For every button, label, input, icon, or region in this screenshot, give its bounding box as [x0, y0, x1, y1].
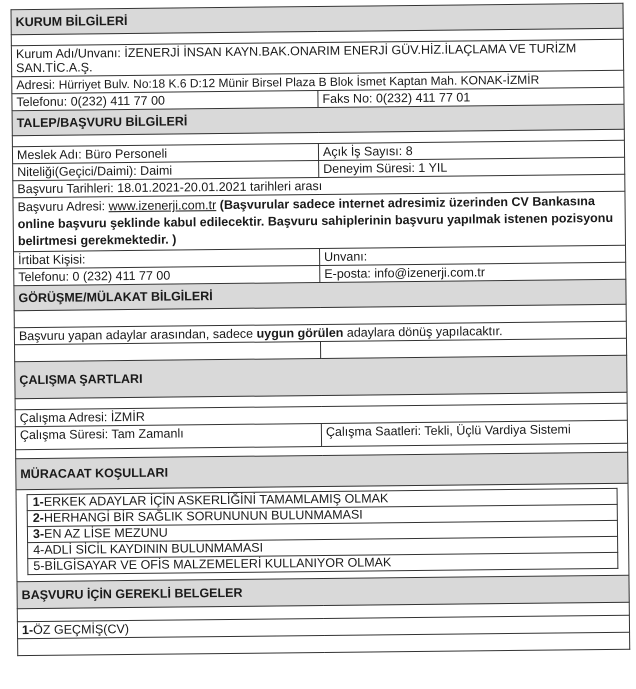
- telefon-label: Telefonu:: [18, 269, 70, 285]
- unvan-label: Unvanı:: [324, 249, 368, 264]
- kurum-fax-value: 0(232) 411 77 01: [375, 90, 471, 106]
- telefon-value: 0 (232) 411 77 00: [72, 268, 171, 284]
- item-number: 3-: [32, 526, 45, 542]
- deneyim-value: 1 YIL: [418, 160, 448, 175]
- gorusme-text-after: adaylara dönüş yapılacaktır.: [346, 324, 503, 340]
- acik-is-value: 8: [405, 144, 413, 159]
- meslek-label: Meslek Adı:: [16, 147, 82, 163]
- item-number: 5-: [33, 558, 45, 574]
- kurum-header: KURUM BİLGİLERİ: [11, 3, 623, 34]
- item-text: HERHANGİ BİR SAĞLIK SORUNUNUN BULUNMAMASI: [43, 507, 363, 525]
- eposta-label: E-posta:: [324, 266, 371, 281]
- basvuru-tarih-label: Başvuru Tarihleri:: [17, 181, 114, 197]
- basvuru-adres-row: [13, 191, 626, 251]
- item-text: ERKEK ADAYLAR İÇİN ASKERLİĞİNİ TAMAMLAMIŞ OLMAK: [43, 491, 389, 509]
- calisma-sure-cell: [15, 423, 321, 449]
- kurum-table: [10, 3, 630, 656]
- calisma-sure-label: Çalışma Süresi:: [19, 427, 109, 443]
- item-number: 2-: [32, 510, 45, 526]
- calisma-sure-value: Tam Zamanlı: [111, 426, 184, 442]
- gorusme-header: GÖRÜŞME/MÜLAKAT BİLGİLERİ: [14, 279, 626, 310]
- belge-text: ÖZ GEÇMİŞ(CV): [33, 622, 130, 638]
- deneyim-label: Deneyim Süresi:: [323, 160, 415, 176]
- calisma-adres-value: İZMİR: [110, 409, 145, 425]
- muracaat-header: MÜRACAAT KOŞULLARI: [16, 452, 628, 489]
- website-link[interactable]: www.izenerji.com.tr: [108, 198, 217, 214]
- calisma-adres-label: Çalışma Adresi:: [19, 410, 108, 426]
- kurum-fax-label: Faks No:: [322, 91, 373, 106]
- kurum-phone-label: Telefonu:: [16, 94, 68, 110]
- basvuru-adres-label: Başvuru Adresi:: [17, 199, 106, 215]
- item-text: BİLGİSAYAR VE OFİS MALZEMELERİ KULLANIYOR OLMAK: [44, 555, 392, 573]
- irtibat-label: İrtibat Kişisi:: [18, 252, 86, 268]
- nitelik-label: Niteliği(Geçici/Daimi):: [17, 163, 137, 180]
- muracaat-list-cell: [16, 483, 629, 581]
- kurum-name-value: İZENERJİ İNSAN KAYN.BAK.ONARIM ENERJİ GÜV.HİZ.İLAÇLAMA VE TURİZM SAN.TİC.A.Ş.: [16, 41, 577, 76]
- meslek-value: Büro Personeli: [85, 146, 168, 162]
- basvuru-note: (Başvurular sadece internet adresimiz üzerinden CV Bankasına online başvuru şeklinde kabul edilecektir. Başvuru sahiplerinin başvuru yapılmak istenen pozisyonu belirtmesi gerekmektedir. ): [17, 194, 614, 249]
- acik-is-label: Açık İş Sayısı:: [322, 144, 403, 159]
- item-text: EN AZ LİSE MEZUNU: [44, 525, 168, 541]
- belge-number: 1-: [21, 623, 34, 638]
- nitelik-value: Daimi: [140, 163, 173, 178]
- calisma-saat-value: Tekli, Üçlü Vardiya Sistemi: [424, 422, 571, 438]
- kurum-address-value: Hürriyet Bulv. No:18 K.6 D:12 Münir Birsel Plaza B Blok İsmet Kaptan Mah. KONAK-İZMİR: [58, 72, 540, 92]
- kurum-name-label: Kurum Adı/Unvanı:: [15, 46, 121, 62]
- kurum-address-label: Adresi:: [16, 77, 56, 93]
- belgeler-header: BAŞVURU İÇİN GEREKLİ BELGELER: [17, 575, 629, 608]
- item-text: ADLİ SİCİL KAYDININ BULUNMAMASI: [44, 540, 264, 557]
- eposta-value: info@izenerji.com.tr: [374, 265, 486, 281]
- calisma-saat-cell: [321, 420, 627, 446]
- item-number: 4-: [33, 542, 45, 558]
- item-number: 1-: [32, 494, 44, 510]
- muracaat-list: [27, 488, 619, 575]
- calisma-header: ÇALIŞMA ŞARTLARI: [15, 355, 627, 398]
- calisma-saat-label: Çalışma Saatleri:: [325, 423, 422, 439]
- basvuru-tarih-value: 18.01.2021-20.01.2021 tarihleri arası: [117, 178, 323, 196]
- gorusme-text-before: Başvuru yapan adaylar arasından, sadece: [18, 326, 254, 344]
- gorusme-text-bold: uygun görülen: [256, 325, 344, 341]
- talep-header: TALEP/BAŞVURU BİLGİLERİ: [12, 104, 624, 135]
- kurum-phone-value: 0(232) 411 77 00: [70, 93, 166, 109]
